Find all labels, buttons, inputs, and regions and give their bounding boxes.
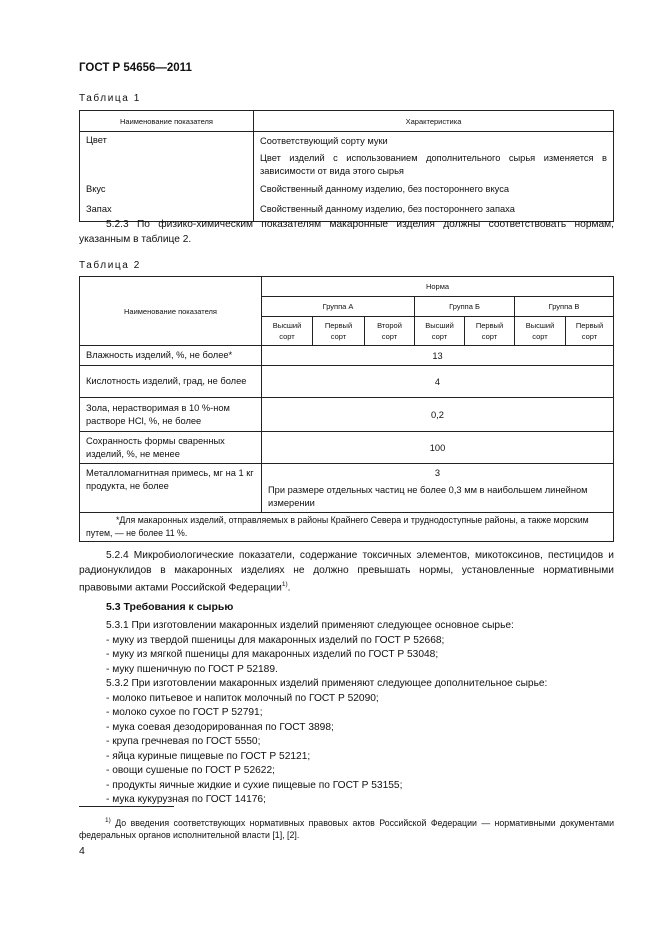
table2-grade: Первый сорт <box>313 317 365 346</box>
table2-row-moisture-value: 13 <box>262 346 614 366</box>
list-item: - мука соевая дезодорированная по ГОСТ 3898; <box>106 721 334 733</box>
footnote-text: До введения соответствующих нормативных правовых актов Российской Федерации — нормативными документами федеральных органов исполнительной власти [1], [2]. <box>79 817 614 840</box>
table2-row-shape-name: Сохранность формы сваренных изделий, %, не менее <box>80 432 262 464</box>
list-item: - мука кукурузная по ГОСТ 14176; <box>106 794 266 805</box>
table2-row-metal-value: 3 <box>262 464 614 483</box>
para-5-3-1: 5.3.1 При изготовлении макаронных изделий применяют следующее основное сырье: <box>106 620 514 631</box>
section-5-3-title: 5.3 Требования к сырью <box>106 601 234 613</box>
table2-caption: Таблица 2 <box>79 260 141 271</box>
table2-group-v: Группа В <box>515 297 614 317</box>
list-item: - муку пшеничную по ГОСТ Р 52189. <box>106 663 278 675</box>
para-5-2-4-text: 5.2.4 Микробиологические показатели, содержание токсичных элементов, микотоксинов, пестицидов и радионуклидов в макаронных изделиях не должно превышать нормы, установленные нормативными правовыми актами Российской Федерации <box>79 550 614 594</box>
table1-header-characteristic: Характеристика <box>254 111 614 132</box>
table2-row-acidity-value: 4 <box>262 366 614 398</box>
document-header: ГОСТ Р 54656—2011 <box>79 62 192 74</box>
table2-grade: Второй сорт <box>365 317 415 346</box>
footnote-mark: 1) <box>105 817 111 824</box>
table2-group-a: Группа А <box>262 297 415 317</box>
table1-row-color-value-main: Соответствующий сорту муки <box>260 136 388 146</box>
table2-row-acidity-name: Кислотность изделий, град, не более <box>80 366 262 398</box>
list-item: - овощи сушеные по ГОСТ Р 52622; <box>106 765 275 776</box>
list-item: - яйца куриные пищевые по ГОСТ Р 52121; <box>106 750 311 762</box>
table2-grade: Высший сорт <box>262 317 313 346</box>
table1-header-name: Наименование показателя <box>80 111 254 132</box>
table1 <box>79 110 614 222</box>
list-item: - крупа гречневая по ГОСТ 5550; <box>106 736 261 747</box>
table2-header-norm: Норма <box>262 277 614 297</box>
para-5-2-4-end: . <box>287 582 291 594</box>
table2-grade: Первый сорт <box>566 317 614 346</box>
table2-footnote: *Для макаронных изделий, отправляемых в районы Крайнего Севера и труднодоступные районы, а также морским путем, — не более 11 %. <box>80 513 614 542</box>
table2-row-ash-name: Зола, нерастворимая в 10 %-ном растворе HCl, %, не более <box>80 398 262 432</box>
list-item: - молоко сухое по ГОСТ Р 52791; <box>106 707 263 718</box>
list-item: - муку из мягкой пшеницы для макаронных изделий по ГОСТ Р 53048; <box>106 649 439 660</box>
table1-caption: Таблица 1 <box>79 93 141 104</box>
table1-row-taste-name: Вкус <box>80 178 254 200</box>
table1-row-color-value-extra: Цвет изделий с использованием дополнительного сырья изменяется в зависимости от вида этого сырья <box>260 153 607 176</box>
table1-row-smell-value: Свойственный данному изделию, без постороннего запаха <box>254 200 614 222</box>
table1-row-taste-value: Свойственный данному изделию, без постороннего вкуса <box>254 178 614 200</box>
para-5-3-2: 5.3.2 При изготовлении макаронных изделий применяют следующее дополнительное сырье: <box>106 678 548 689</box>
table2-row-shape-value: 100 <box>262 432 614 464</box>
table1-row-smell-name: Запах <box>80 200 254 222</box>
list-item: - молоко питьевое и напиток молочный по ГОСТ Р 52090; <box>106 692 379 704</box>
table2-grade: Высший сорт <box>415 317 465 346</box>
table1-row-color-name: Цвет <box>80 132 254 179</box>
para-5-2-3: 5.2.3 По физико-химическим показателям макаронные изделия должны соответствовать нормам, указанным в таблице 2. <box>79 219 614 245</box>
table2 <box>79 276 614 542</box>
footnote <box>79 815 614 841</box>
list-item: - муку из твердой пшеницы для макаронных изделий по ГОСТ Р 52668; <box>106 634 445 646</box>
list-item: - продукты яичные жидкие и сухие пищевые по ГОСТ Р 53155; <box>106 779 403 791</box>
table2-row-moisture-name: Влажность изделий, %, не более* <box>80 346 262 366</box>
table1-row-color-value <box>254 132 614 179</box>
table2-header-name: Наименование показателя <box>80 277 262 346</box>
table2-row-metal-note: При размере отдельных частиц не более 0,3 мм в наибольшем линейном измерении <box>262 482 614 513</box>
footnote-divider <box>79 806 174 807</box>
requirements-block <box>106 619 616 808</box>
page-number: 4 <box>79 845 85 857</box>
table2-grade: Высший сорт <box>515 317 566 346</box>
footnote-ref: 1) <box>281 581 288 588</box>
table2-row-metal-name: Металломагнитная примесь, мг на 1 кг продукта, не более <box>80 464 262 513</box>
para-5-2-4 <box>79 549 614 596</box>
table2-group-b: Группа Б <box>415 297 515 317</box>
table2-row-ash-value: 0,2 <box>262 398 614 432</box>
table2-grade: Первый сорт <box>465 317 515 346</box>
